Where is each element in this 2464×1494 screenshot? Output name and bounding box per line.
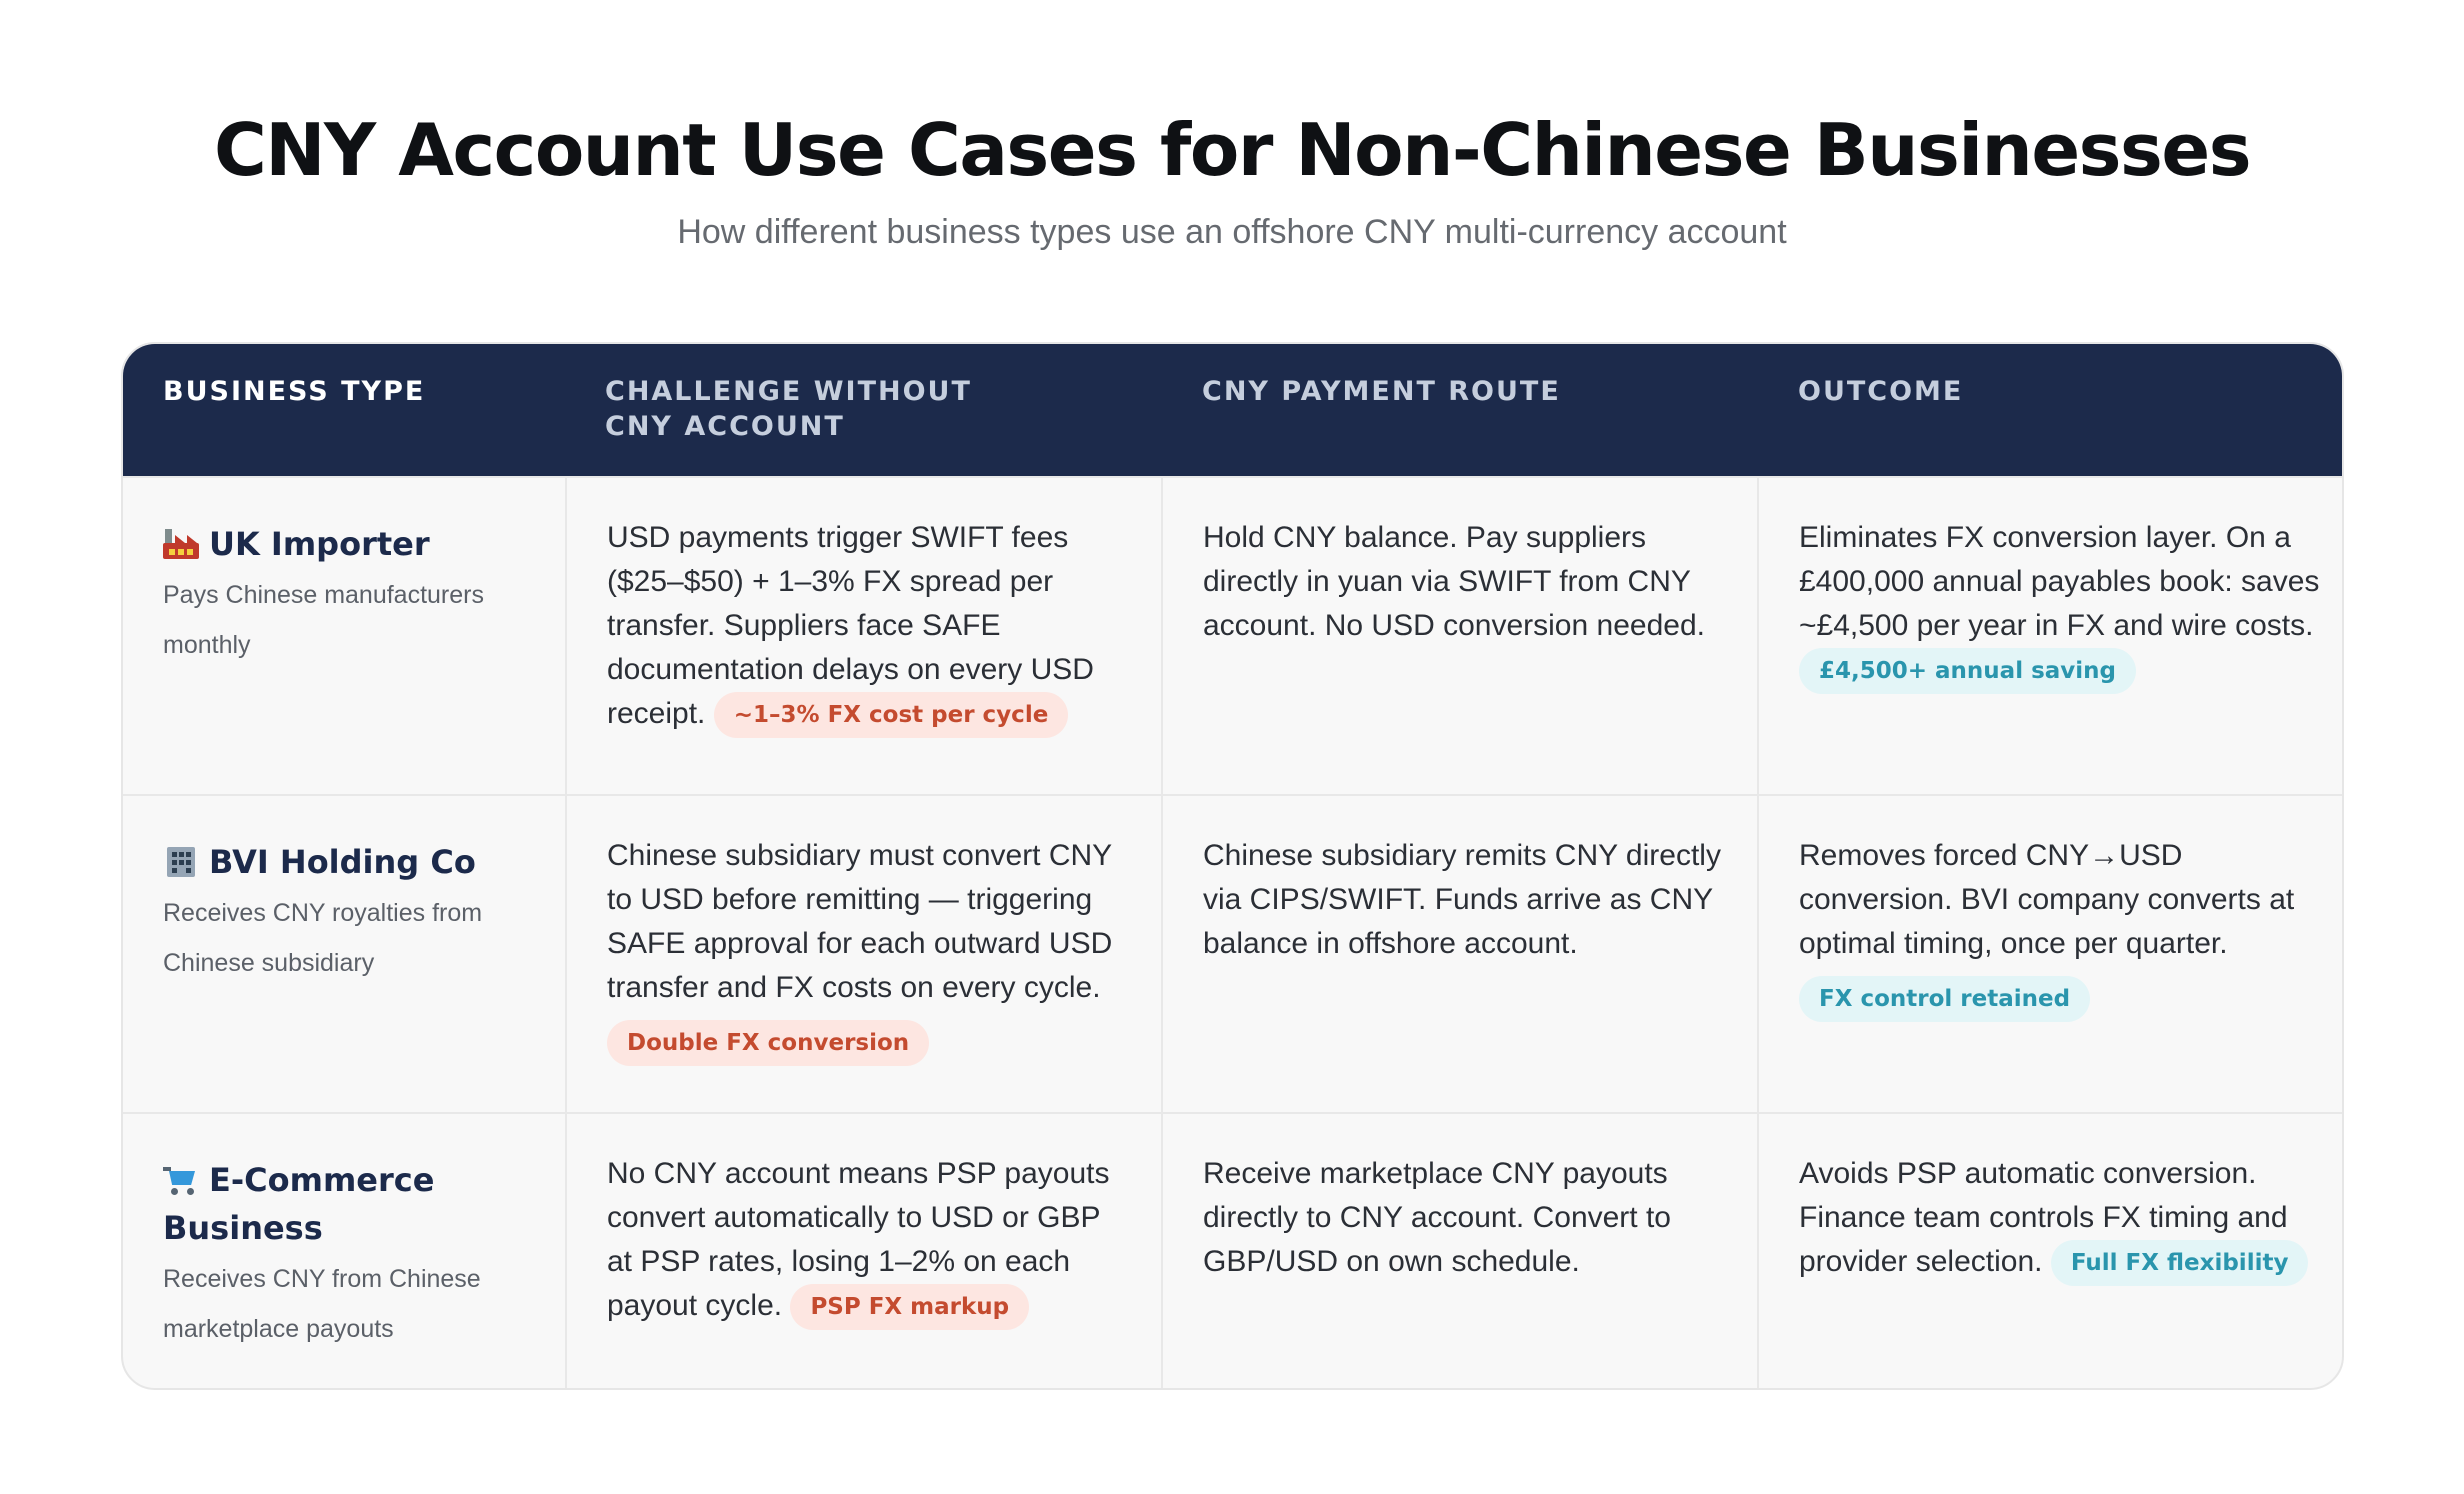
use-cases-table: [121, 342, 2344, 1390]
business-cell: [123, 796, 565, 1112]
route-text: Hold CNY balance. Pay suppliers directly in yuan via SWIFT from CNY account. No USD conversion needed.: [1203, 521, 1705, 642]
business-description: Pays Chinese manufacturers monthly: [163, 581, 484, 659]
table-row: [123, 1112, 2342, 1390]
outcome-cell: [1757, 1114, 2344, 1390]
business-description: Receives CNY from Chinese marketplace payouts: [163, 1265, 481, 1343]
challenge-cell: [565, 796, 1161, 1112]
header-business-type: BUSINESS TYPE: [163, 376, 426, 407]
business-name: E-Commerce Business: [163, 1161, 435, 1247]
route-text: Chinese subsidiary remits CNY directly via CIPS/SWIFT. Funds arrive as CNY balance in offshore account.: [1203, 839, 1721, 960]
route-cell: [1161, 1114, 1757, 1390]
challenge-tag: ~1–3% FX cost per cycle: [714, 692, 1069, 738]
table-row: [123, 476, 2342, 794]
outcome-text: Removes forced CNY→USD conversion. BVI company converts at optimal timing, once per quarter.: [1799, 839, 2295, 960]
outcome-tag: FX control retained: [1799, 976, 2090, 1022]
header-challenge: CHALLENGE WITHOUT CNY ACCOUNT: [605, 376, 972, 442]
challenge-text: USD payments trigger SWIFT fees ($25–$50) + 1–3% FX spread per transfer. Suppliers face SAFE documentation delays on every USD receipt.: [607, 521, 1094, 730]
outcome-tag: Full FX flexibility: [2051, 1240, 2309, 1286]
challenge-tag: PSP FX markup: [790, 1284, 1029, 1330]
table-header: [123, 344, 2342, 476]
business-cell: [123, 1114, 565, 1390]
table-row: [123, 794, 2342, 1112]
business-cell: [123, 478, 565, 794]
business-name: UK Importer: [209, 525, 430, 563]
outcome-text: Eliminates FX conversion layer. On a £400,000 annual payables book: saves ~£4,500 per year in FX and wire costs.: [1799, 521, 2320, 642]
challenge-text: No CNY account means PSP payouts convert automatically to USD or GBP at PSP rates, losing 1–2% on each payout cycle.: [607, 1157, 1110, 1322]
route-text: Receive marketplace CNY payouts directly to CNY account. Convert to GBP/USD on own schedule.: [1203, 1157, 1671, 1278]
challenge-tag: Double FX conversion: [607, 1020, 929, 1066]
route-cell: [1161, 796, 1757, 1112]
shopping-cart-icon: [163, 1165, 199, 1195]
outcome-cell: [1757, 796, 2344, 1112]
route-cell: [1161, 478, 1757, 794]
factory-icon: [163, 529, 199, 559]
challenge-cell: [565, 1114, 1161, 1390]
challenge-cell: [565, 478, 1161, 794]
page-subtitle: How different business types use an offshore CNY multi-currency account: [677, 213, 1787, 251]
office-building-icon: [163, 847, 199, 877]
business-description: Receives CNY royalties from Chinese subsidiary: [163, 899, 483, 977]
business-name: BVI Holding Co: [209, 843, 476, 881]
outcome-cell: [1757, 478, 2344, 794]
page-title: CNY Account Use Cases for Non-Chinese Businesses: [213, 108, 2251, 192]
outcome-tag: £4,500+ annual saving: [1799, 648, 2136, 694]
header-route: CNY PAYMENT ROUTE: [1202, 376, 1561, 407]
header-outcome: OUTCOME: [1798, 376, 1964, 407]
challenge-text: Chinese subsidiary must convert CNY to USD before remitting — triggering SAFE approval for each outward USD transfer and FX costs on every cycle.: [607, 839, 1113, 1004]
outcome-text: Avoids PSP automatic conversion. Finance team controls FX timing and provider selection.: [1799, 1157, 2288, 1278]
